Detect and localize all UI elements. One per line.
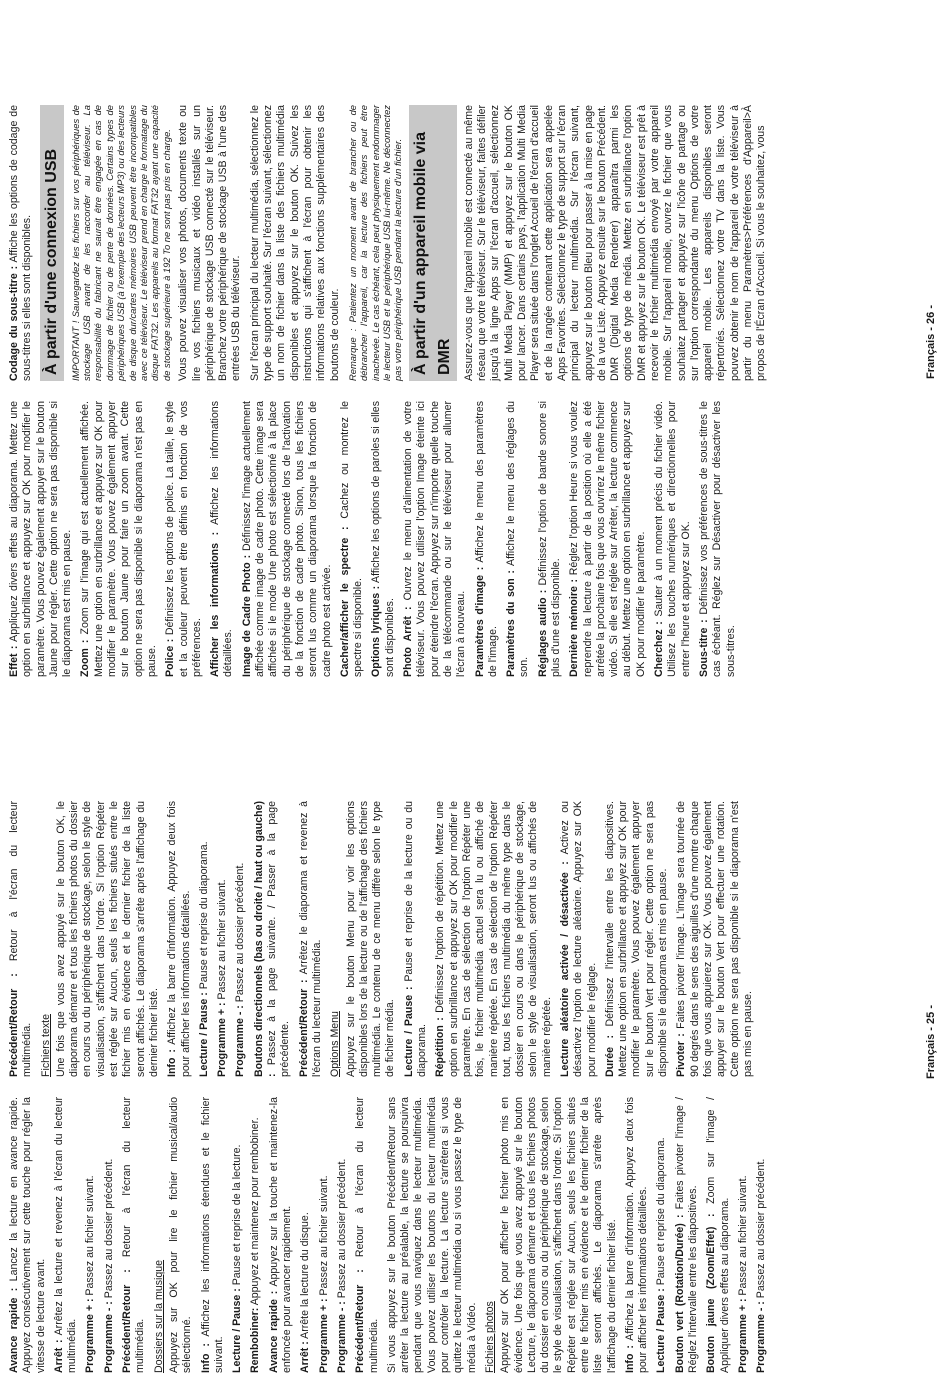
paragraph — [624, 1097, 651, 1373]
term-label: Paramètres du son : — [505, 570, 518, 677]
paragraph — [168, 1097, 195, 1373]
term-text: Passez au dossier précédent. — [335, 1158, 348, 1302]
term-label: Précédent/Retour : — [297, 979, 310, 1077]
term-label: Cacher/afficher le spectre : — [338, 526, 351, 677]
paragraph — [198, 801, 211, 1077]
term-label: Options lyriques : — [370, 585, 383, 677]
paragraph — [675, 801, 755, 1077]
paragraph: Vous pouvez visualiser vos photos, documents texte ou lire vos fichiers musicaux et vidéo installés sur un périphérique de stockage USB connecté sur le téléviseur. Branchez votre périphérique de stockage USB à l'une des entrées USB du téléviseur. — [177, 105, 243, 381]
paragraph — [403, 801, 430, 1077]
paragraph — [200, 1097, 227, 1373]
term-label: Police : — [164, 638, 177, 677]
subsection-heading: Fichiers photos — [483, 1301, 496, 1373]
term-label: Programme + : — [216, 1002, 229, 1077]
paragraph — [164, 401, 204, 677]
term-text: Définissez l'intervalle entre les diapositives. Mettez une option en surbrillance et appuyez sur OK pour modifier le paramètre. Vous pouvez également appuyer sur le bouton Vert pour régler. Cette option ne sera pas disponible si le diaporama est mis en pause. — [603, 800, 670, 1077]
term-label: Lecture / Pause : — [655, 1288, 668, 1373]
term-label: Bouton vert (Rotation/Durée) : — [673, 1214, 686, 1373]
term-text: Appuyez sur le bouton Menu pour voir les options disponibles lors de la lecture ou de l'affichage des fichiers multimédia. Le contenu de ce menu diffère selon le type de fichier média. — [344, 801, 397, 1077]
term-text: Affichez la barre d'information. Appuyez deux fois pour afficher les informations détaillées. — [623, 1097, 650, 1373]
paragraph — [53, 1097, 80, 1373]
term-label: Arrêt : — [299, 1341, 312, 1373]
term-label: Dernière mémoire : — [568, 578, 581, 677]
term-text: Si vous appuyez sur le bouton Précédent/Retour sans arrêter la lecture au préalable, la lecture se poursuivra pendant que vous naviguez dans le lecteur multimédia. Vous pouvez utiliser les boutons du lecteur multimédia pour contrôler la lecture. La lecture s'arrêtera si vous quittez le lecteur multimédia ou si vous passez le type de média à Vidéo. — [385, 1097, 478, 1373]
paragraph — [655, 1097, 668, 1373]
paragraph — [559, 801, 599, 1077]
term-text: Une fois que vous avez appuyé sur le bouton OK, le diaporama démarre et tous les fichiers photos du dossier en cours ou du périphérique de stockage, selon le style de visualisation, s'affichent dans l'ordre. Si l'option Répéter est réglée sur Aucun, seuls les fichiers situés entre le fichier mis en évidence et le dernier fichier de la liste seront affichés. Le diaporama s'arrête après l'affichage du dernier fichier listé. — [54, 801, 160, 1077]
term-text: Pause et reprise de la lecture. — [231, 1144, 244, 1289]
paragraph — [755, 1097, 768, 1373]
term-label: Boutons directionnels (bas ou droite / haut ou gauche) : — [252, 801, 279, 1077]
paragraph — [737, 1097, 750, 1373]
term-text: Retour à l'écran du lecteur multimédia. — [121, 1097, 147, 1373]
term-text: Zoom sur l'image qui est actuellement affichée. Mettez une option en surbrillance et appuyez sur OK pour modifier le paramètre. Vous pouvez également appuyer sur le bouton Jaune pour faire un zoom avant. Cette option ne sera pas disponible si le diaporama n'est pas en pause. — [79, 401, 158, 677]
term-text: Activez ou désactivez l'option de lecture aléatoire. Appuyez sur OK pour modifier le réglage. — [558, 801, 598, 1077]
term-text: Passez au fichier suivant. — [84, 1175, 97, 1299]
paragraph — [8, 801, 35, 1077]
term-text: Faites pivoter l'image / Réglez l'intervalle entre les diapositives. — [673, 1097, 700, 1373]
paragraph — [216, 801, 229, 1077]
term-label: Photo Arrêt : — [402, 606, 415, 677]
term-label: Programme - : — [234, 1005, 247, 1077]
paragraph — [8, 1097, 48, 1373]
term-label: Précédent/Retour : — [8, 973, 20, 1077]
section-heading-usb: À partir d'une connexion USB — [40, 105, 64, 381]
paragraph: Sur l'écran principal du lecteur multimédia, sélectionnez le type de support souhaité. Sur l'écran suivant, sélectionnez un nom de fichier dans la liste des fichiers multimédia disponibles et appuyez sur le bouton OK. Suivez les instructions qui s'affichent à l'écran pour obtenir les informations relatives aux fonctions supplémentaires des boutons de couleur. — [248, 105, 341, 381]
term-label: Info : — [623, 1345, 636, 1373]
term-label: Avance rapide : — [267, 1290, 280, 1373]
term-text: Passez au dossier précédent. — [102, 1158, 115, 1302]
term-text: Passez au fichier suivant. — [216, 879, 229, 1003]
term-text: Définissez vos préférences de sous-titres le cas échéant. Réglez sur Désactiver pour désactiver les sous-titres. — [697, 401, 737, 677]
page-26-footer: Français - 26 - — [925, 305, 937, 379]
term-text: Ouvrez le menu d'alimentation de votre téléviseur. Vous pouvez utiliser l'option Image éteinte ici pour éteindre l'écran. Appuyez sur n'importe quelle touche de la télécommande ou sur le téléviseur pour allumer l'écran à nouveau. — [402, 400, 468, 677]
term-label: Précédent/Retour : — [121, 1269, 134, 1373]
paragraph — [434, 801, 554, 1077]
paragraph — [653, 401, 693, 677]
paragraph — [253, 801, 293, 1077]
term-text: Arrêtez la lecture et revenez à l'écran du lecteur multimédia. — [52, 1097, 79, 1373]
page-25-column-1 — [8, 1097, 774, 1373]
paragraph — [370, 401, 397, 677]
paragraph — [339, 401, 366, 677]
paragraph — [499, 1097, 619, 1373]
term-label: Répétition : — [434, 1017, 447, 1077]
term-text: Appuyez et maintenez pour rembobiner. — [249, 1117, 262, 1308]
term-text: Affichez les options de paroles si elles sont disponibles. — [370, 401, 396, 677]
paragraph — [166, 801, 193, 1077]
paragraph — [231, 1097, 244, 1373]
term-label: Programme + : — [84, 1298, 97, 1373]
term-text: Passez à la page suivante. / Passer à la page précédente. — [266, 801, 292, 1077]
term-text: Affichez les informations détaillées. — [209, 401, 235, 677]
page-25-column-2 — [8, 801, 760, 1077]
term-label: Info : — [199, 1343, 212, 1373]
term-text: Pause et reprise de la lecture ou du diaporama. — [402, 801, 429, 1077]
term-label: Programme + : — [317, 1298, 330, 1373]
paragraph — [674, 1097, 701, 1373]
term-label: Sous-titre : — [697, 619, 710, 677]
term-label: Lecture / Pause : — [402, 986, 415, 1077]
paragraph — [604, 801, 670, 1077]
term-label: Cherchez : — [653, 621, 666, 677]
term-text: Appuyez sur OK pour lire le fichier musical/audio sélectionné. — [167, 1097, 194, 1373]
term-label: Rembobiner: — [249, 1307, 262, 1373]
remark-note: Remarque : Patientez un moment avant de brancher ou de débrancher l'appareil, car la lecture des fichiers peut être inachevée. Le cas échéant, cela peut physiquement endommager le lecteur USB et le périphérique USB lui-même. Ne déconnectez pas votre périphérique USB pendant la lecture d'un fichier. — [346, 105, 404, 381]
term-text: Arrêtez le diaporama et revenez à l'écran du lecteur multimédia. — [297, 801, 323, 1077]
paragraph — [386, 1097, 479, 1373]
term-text: Appliquez divers effets au diaporama. Mettez une option en surbrillance et appuyez sur OK pour modifier le paramètre. Vous pouvez également appuyer sur le bouton Jaune pour régler. Cette option ne sera pas disponible si le diaporama est mis en pause. — [8, 401, 74, 677]
paragraph — [234, 801, 247, 1077]
paragraph — [568, 401, 648, 677]
paragraph — [345, 801, 398, 1077]
paragraph — [84, 1097, 97, 1373]
paragraph — [402, 401, 468, 677]
term-text: Définissez l'image actuellement affichée comme image de cadre photo. Cette image sera affichée si le mode Une photo est sélectionné à la place du périphérique de stockage connecté lors de l'activation de la fonction de cadre photo. Sinon, tous les fichiers seront lus comme un diaporama lorsque la fonction de cadre photo est activée. — [240, 401, 333, 677]
paragraph — [55, 801, 161, 1077]
paragraph — [209, 401, 236, 677]
paragraph — [8, 401, 74, 677]
term-text: Passez au fichier suivant. — [317, 1175, 330, 1299]
term-text: Définissez l'option de répétition. Mettez une option en surbrillance et appuyez sur OK pour modifier le paramètre. En cas de sélection de l'option Répéter une fois, le fichier multimédia actuel sera lu ou affiché de manière répétée. En cas de sélection de l'option Répéter tout, tous les fichiers multimédia du même type dans le dossier en cours ou dans le périphérique de stockage, selon le style de visualisation, seront lus ou affichés de manière répétée. — [434, 801, 553, 1077]
term-text: Réglez l'option Heure si vous voulez reprendre la lecture à partir de la position où elle a été arrêtée la prochaine fois que vous ouvrirez le même fichier vidéo. Si elle est réglée sur Arrêter, la lecture commence au début. Mettez une option en surbrillance et appuyez sur OK pour modifier le paramètre. — [568, 401, 647, 677]
term-label: Programme - : — [102, 1301, 115, 1373]
term-label: Paramètres d'image : — [473, 566, 486, 677]
term-text: Définissez l'option de bande sonore si plus d'une est disponible. — [536, 401, 562, 677]
paragraph — [241, 401, 334, 677]
paragraph — [705, 1097, 732, 1373]
term-text: Passez au fichier suivant. — [736, 1175, 749, 1299]
paragraph: Codage du sous-titre : Affiche les options de codage de sous-titres si elles sont disponibles. — [8, 104, 34, 381]
term-label: Bouton jaune (Zoom/Effet) : — [705, 1213, 718, 1373]
term-text: Faites pivoter l'image. L'image sera tournée de 90 degrés dans le sens des aiguilles d'une montre chaque fois que vous appuierez sur OK. Vous pouvez également appuyer sur le bouton Vert pour effectuer une rotation. Cette option ne sera pas disponible si le diaporama n'est pas mis en pause. — [675, 801, 754, 1077]
paragraph — [299, 1097, 312, 1373]
term-label: Arrêt : — [52, 1339, 65, 1373]
term-text: Passez au dossier précédent. — [755, 1158, 768, 1302]
term-text: Affichez le menu des réglages du son. — [505, 401, 531, 677]
term-text: Lancez la lecture en avance rapide. Appuyez consécutivement sur cette touche pour régler la vitesse de lecture avant. — [8, 1097, 47, 1373]
term-text: Appuyez sur la touche et maintenez-la enfoncée pour avancer rapidement. — [267, 1097, 294, 1373]
paragraph — [354, 1097, 381, 1373]
term-label: Pivoter : — [675, 1033, 688, 1077]
paragraph — [505, 401, 532, 677]
paragraph — [698, 401, 738, 677]
term-text: Zoom sur l'image / Appliquer divers effets au diaporama. — [705, 1097, 731, 1373]
paragraph — [249, 1097, 262, 1373]
term-label: Programme - : — [755, 1301, 768, 1373]
term-text: Sauter à un moment précis du fichier vidéo. Utilisez les touches numériques et directionnelles pour entrer l'heure et appuyez sur OK. — [653, 401, 692, 677]
paragraph — [537, 401, 564, 677]
important-note: IMPORTANT ! Sauvegardez les fichiers sur vos périphériques de stockage USB avant de les raccorder au téléviseur. La responsabilité du fabricant ne saurait être engagée en cas de dommage de fichier ou de perte de données. Certains types de périphériques USB (à l'exemple des lecteurs MP3) ou des lecteurs de disque dur/cartes mémoires USB peuvent être incompatibles avec ce téléviseur. Le téléviseur prend en charge le formatage du disque FAT32. Les appareils au format FAT32 ayant une capacité de stockage supérieure à 192 To ne sont pas pris en charge. — [69, 105, 172, 381]
term-label: Lecture aléatoire activée / désactivée : — [558, 861, 571, 1077]
paragraph — [268, 1097, 295, 1373]
term-label: Lecture / Pause : — [231, 1288, 244, 1373]
page-26-column-2 — [8, 105, 774, 381]
term-label: Programme + : — [736, 1298, 749, 1373]
paragraph — [298, 801, 325, 1077]
subsection-heading: Fichiers texte — [39, 1014, 52, 1077]
term-label: Image de Cadre Photo : — [240, 554, 253, 677]
term-text: Cachez ou montrez le spectre si disponible. — [338, 401, 365, 677]
term-label: Zoom : — [79, 639, 92, 677]
term-label: Précédent/Retour : — [354, 1269, 367, 1373]
section-heading-dmr: À partir d'un appareil mobile via DMR — [409, 105, 457, 381]
term-text: Affichez le menu des paramètres de l'image. — [473, 401, 499, 677]
term-text: Affichez les informations étendues et le fichier suivant. — [199, 1097, 225, 1373]
paragraph — [318, 1097, 331, 1373]
term-text: Passez au dossier précédent. — [234, 862, 247, 1006]
term-label: Durée : — [603, 1034, 616, 1077]
paragraph — [336, 1097, 349, 1373]
page-26-column-1 — [8, 401, 743, 677]
term-label: Info : — [166, 1049, 179, 1077]
term-label: Programme - : — [335, 1301, 348, 1373]
term-text: Pause et reprise du diaporama. — [197, 841, 210, 993]
page-25-footer: Français - 25 - — [925, 1005, 937, 1079]
subsection-heading: Options Menu — [329, 1011, 342, 1077]
paragraph — [474, 401, 501, 677]
term-text: Pause et reprise du diaporama. — [655, 1137, 668, 1289]
term-label: Effet : — [8, 645, 20, 677]
term-text: Définissez les options de police. La taille, le style et la couleur peuvent être définis en fonction de vos préférences. — [164, 401, 203, 677]
term-label: Réglages audio : — [536, 589, 549, 677]
paragraph — [79, 401, 159, 677]
term-label: Avance rapide : — [8, 1287, 20, 1373]
term-text: Affichez la barre d'information. Appuyez deux fois pour afficher les informations détaillées. — [166, 801, 192, 1077]
term-label: Afficher les informations : — [209, 531, 222, 677]
term-text: Arrête la lecture du disque. — [299, 1212, 312, 1342]
term-text: Appuyez sur OK pour afficher le fichier photo mis en évidence. Une fois que vous avez appuyé sur le bouton Lecture, le diaporama démarre et tous les fichiers photos du dossier en cours ou du périphérique de stockage, selon le style de visualisation, s'affichent dans l'ordre. Si l'option Répéter est réglée sur Aucun, seuls les fichiers situés entre le fichier mis en évidence et le dernier fichier de la liste seront affichés. Le diaporama s'arrête après l'affichage du dernier fichier listé. — [499, 1097, 618, 1373]
subsection-heading: Dossiers sur la musique — [152, 1259, 165, 1373]
paragraph — [121, 1097, 148, 1373]
paragraph: Assurez-vous que l'appareil mobile est connecté au même réseau que votre téléviseur. Sur le téléviseur, faites défiler jusqu'à la ligne Apps sur l'écran d'accueil, sélectionnez Multi Media Player (MMP) et appuyez sur le bouton OK pour lancer. Dans certains pays, l'application Multi Media Player sera située dans l'onglet Accueil de l'écran d'accueil et de la rangée contenant cette application sera appelée Apps Favorites. Sélectionnez le type de support sur l'écran principal du lecteur multimédia. Sur l'écran suivant, appuyez sur le bouton Bleu pour passer à la mise en page de la vue Liste. Appuyez ensuite sur le bouton Précédent. DMR (Digital Media Renderer) apparaîtra parmi les options de type de média. Mettez en surbrillance l'option DMR et appuyez sur le bouton OK. Le téléviseur est prêt à recevoir le fichier multimédia envoyé par votre appareil mobile. Sur l'appareil mobile, ouvrez le fichier que vous souhaitez partager et appuyez sur l'icône de partage ou sur l'option correspondante du menu Options de votre appareil mobile. Les appareils disponibles seront répertoriés. Sélectionnez votre TV dans la liste. Vous pouvez obtenir le nom de l'appareil de votre téléviseur à partir du menu Paramètres>Préférences d'Appareil>À propos de l'Écran d'Accueil. Si vous le souhaitez, vous — [462, 105, 768, 381]
term-text: Retour à l'écran du lecteur multimédia. — [8, 801, 34, 1077]
term-text: Retour à l'écran du lecteur multimédia. — [354, 1097, 380, 1373]
term-label: Lecture / Pause : — [197, 992, 210, 1077]
paragraph — [103, 1097, 116, 1373]
